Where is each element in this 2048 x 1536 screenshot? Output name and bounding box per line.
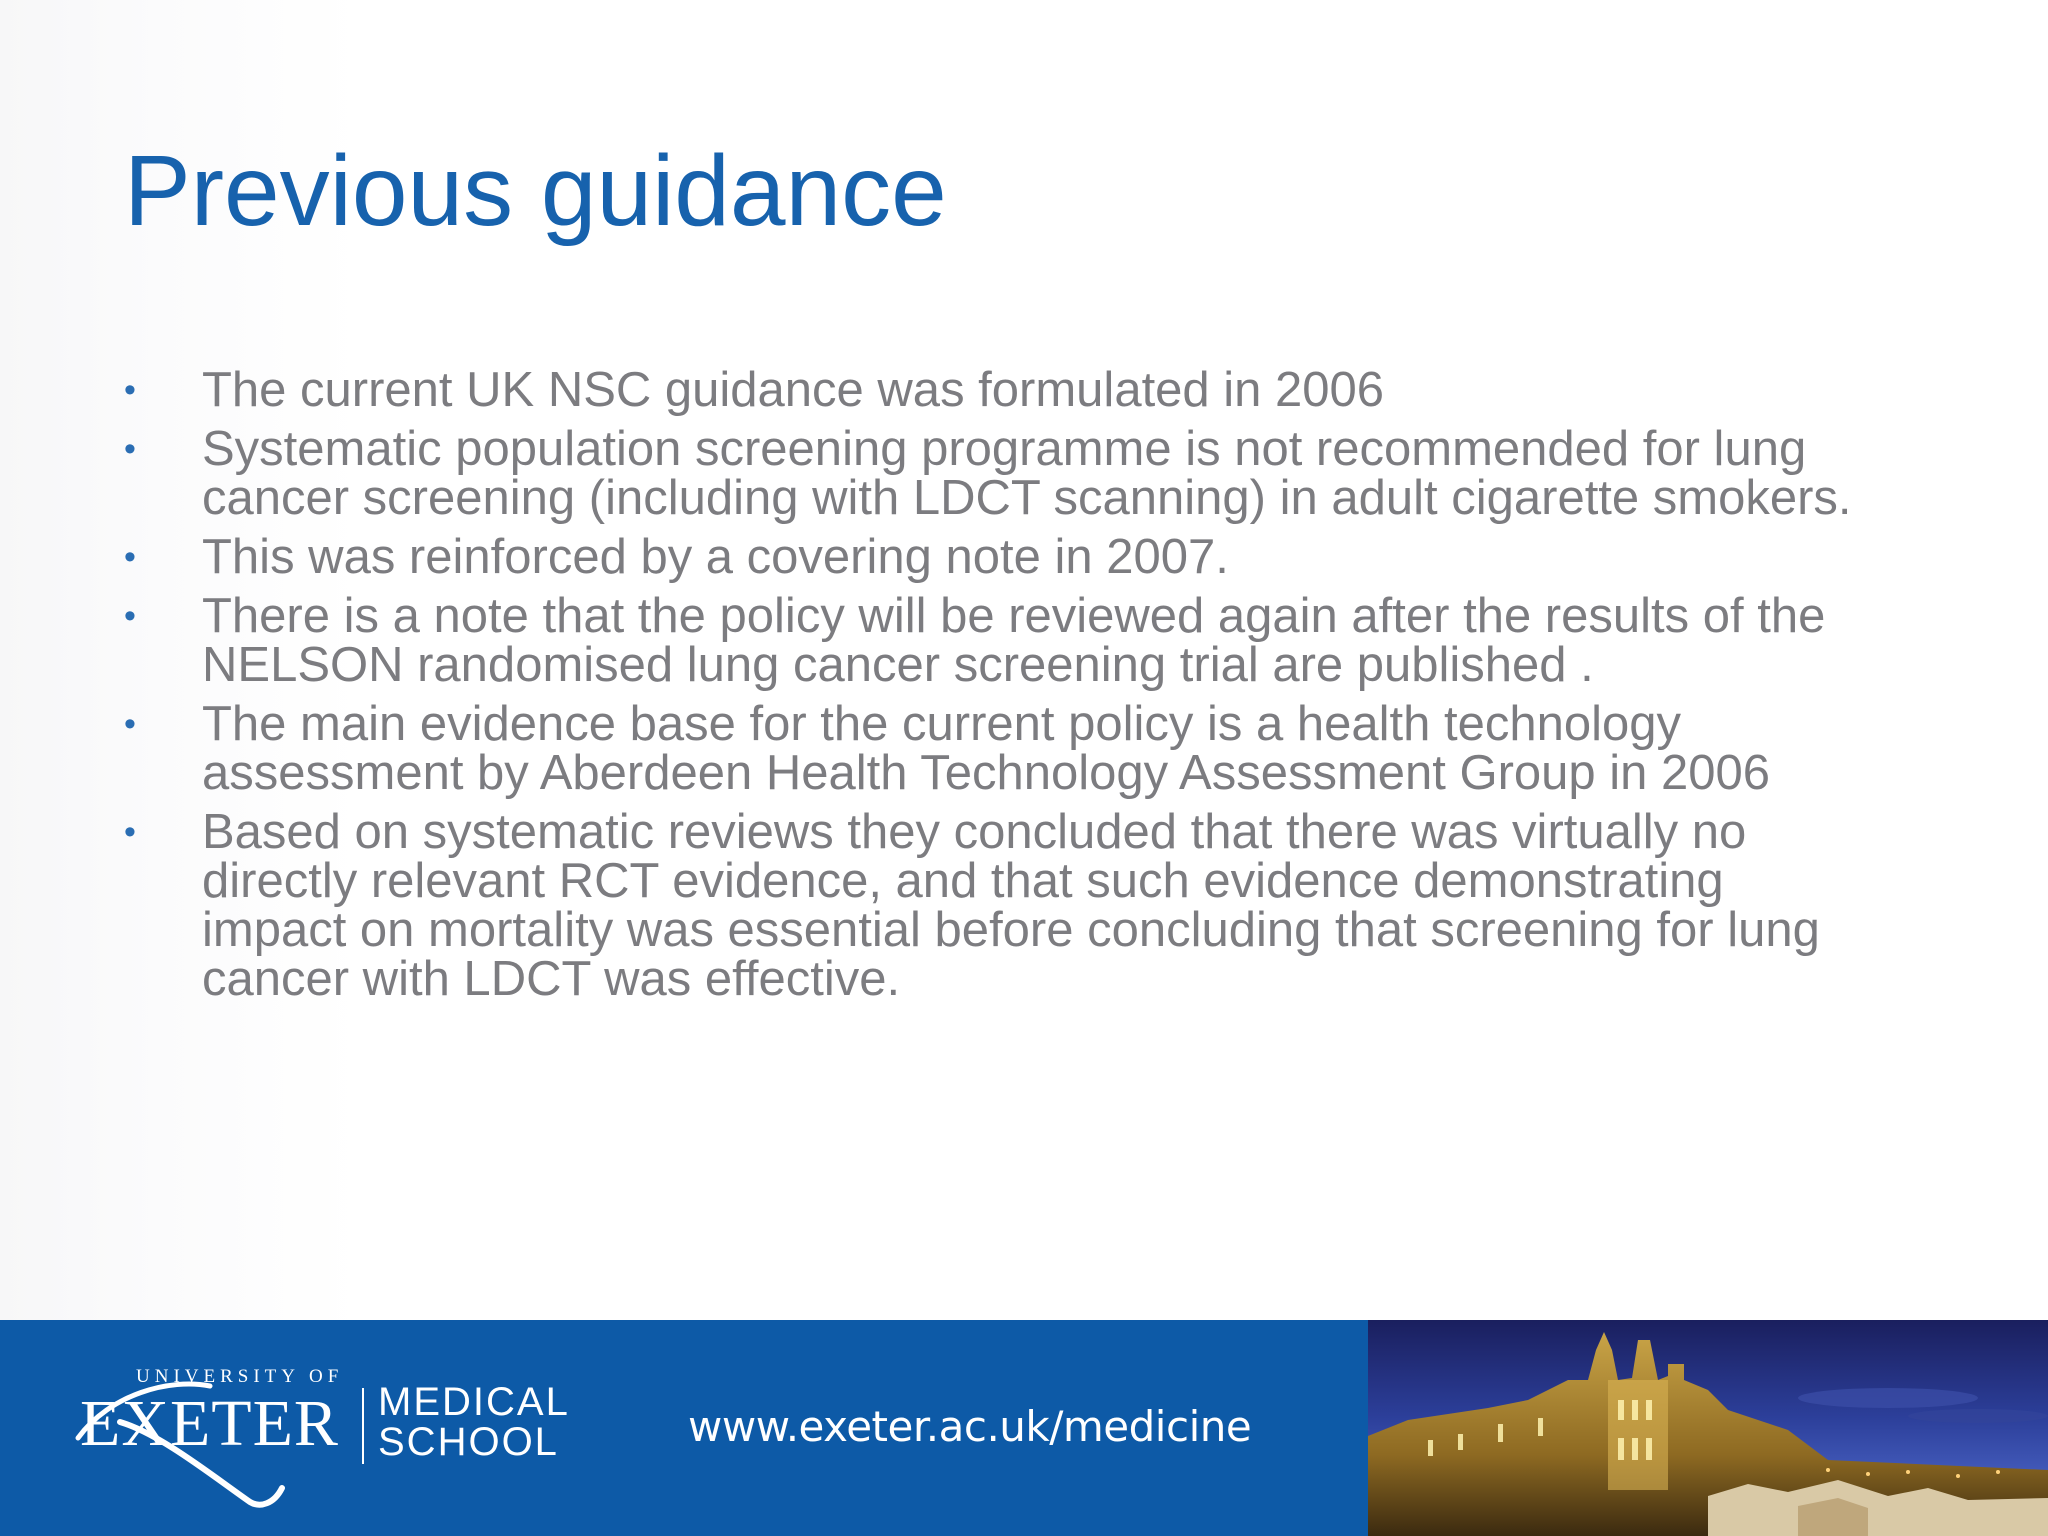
bullet-item	[124, 422, 1964, 525]
bullet-dot-icon: •	[124, 705, 136, 743]
bullet-dot-icon: •	[124, 597, 136, 635]
bullet-text: Systematic population screening programme is not recommended for lung cancer screening (including with LDCT scanning) in adult cigarette smokers.	[202, 422, 1852, 525]
bullet-text: There is a note that the policy will be reviewed again after the results of the NELSON randomised lung cancer screening trial are published .	[202, 589, 1826, 692]
slide-title: Previous guidance	[124, 135, 947, 247]
bullet-item	[124, 589, 1964, 692]
bullet-list	[124, 363, 1964, 1014]
university-logo	[60, 1364, 580, 1514]
footer-url: www.exeter.ac.uk/medicine	[688, 1402, 1252, 1451]
bullet-dot-icon: •	[124, 371, 136, 409]
logo-university-of: UNIVERSITY OF	[136, 1366, 344, 1387]
logo-medical: MEDICAL	[378, 1380, 570, 1424]
bullet-text: Based on systematic reviews they concluded that there was virtually no directly relevant RCT evidence, and that such evidence demonstrating impact on mortality was essential before concluding that screening for lung cancer with LDCT was effective.	[202, 805, 1820, 1006]
logo-exeter: EXETER	[80, 1387, 339, 1460]
bullet-dot-icon: •	[124, 813, 136, 851]
cathedral-photo	[1368, 1320, 2048, 1536]
logo-school: SCHOOL	[378, 1420, 559, 1464]
bullet-dot-icon: •	[124, 430, 136, 468]
bullet-item	[124, 805, 1964, 1006]
footer-band	[0, 1320, 2048, 1536]
bullet-item	[124, 530, 1964, 584]
bullet-text: This was reinforced by a covering note in 2007.	[202, 530, 1229, 584]
bullet-item	[124, 697, 1964, 800]
bullet-dot-icon: •	[124, 538, 136, 576]
bullet-text: The main evidence base for the current policy is a health technology assessment by Aberdeen Health Technology Assessment Group in 2006	[202, 697, 1771, 800]
bullet-item	[124, 363, 1964, 417]
cathedral-night-icon	[1368, 1320, 2048, 1536]
bullet-text: The current UK NSC guidance was formulated in 2006	[202, 363, 1385, 417]
logo-divider	[362, 1388, 364, 1464]
